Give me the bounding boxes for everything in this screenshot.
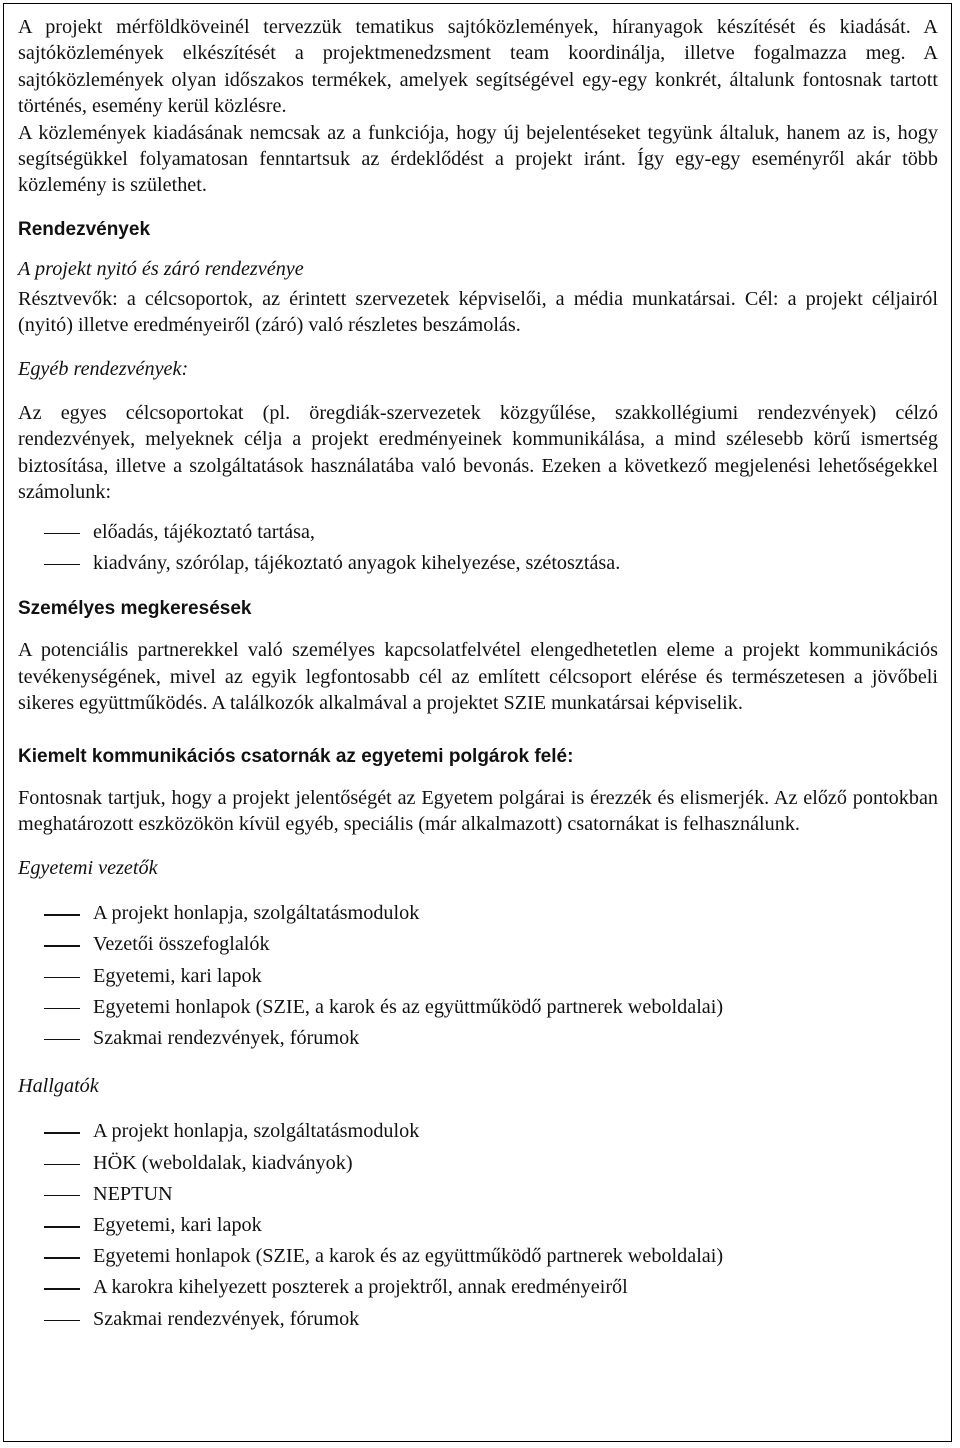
university-leaders-subheading: Egyetemi vezetők — [18, 856, 158, 879]
intro-paragraph-1: A projekt mérföldköveinél tervezzük tematikus sajtóközlemények, híranyagok készítését és kiadását. A sajtóközlemények elkészítését a projektmenedzsment team koordinálja, illetve fogalmazza meg. A sajtóközlemények olyan időszakos termékek, amelyek segítségével egy-egy konkrét, általunk fontosnak tartott történés, esemény kerül közlésre. — [18, 16, 938, 118]
list-item: Egyetemi honlapok (SZIE, a karok és az együttműködő partnerek weboldalai) — [93, 1245, 724, 1268]
list-item: Szakmai rendezvények, fórumok — [93, 1307, 360, 1330]
intro-paragraph-2: A közlemények kiadásának nemcsak az a funkciója, hogy új bejelentéseket tegyünk általuk, hanem az is, hogy segítségükkel folyamatosan fenntartsuk az érdeklődést a projekt iránt. Így egy-egy eseményről akár több közlemény is születhet. — [18, 121, 938, 197]
other-events-subheading: Egyéb rendezvények: — [18, 358, 189, 381]
opening-closing-event-subheading: A projekt nyitó és záró rendezvénye — [18, 258, 304, 281]
channels-paragraph: Fontosnak tartjuk, hogy a projekt jelentőségét az Egyetem polgárai is érezzék és elismerjék. Az előző pontokban meghatározott eszközökön kívül egyéb, speciális (már alkalmazott) csatornákat is felhasználunk. — [18, 786, 938, 836]
list-item: A karokra kihelyezett poszterek a projektről, annak eredményeiről — [93, 1276, 628, 1299]
document-page — [3, 3, 952, 1442]
list-item: kiadvány, szórólap, tájékoztató anyagok kihelyezése, szétosztása. — [93, 551, 621, 574]
events-paragraph-2: Az egyes célcsoportokat (pl. öregdiák-szervezetek közgyűlése, szakkollégiumi rendezvények) célzó rendezvények, melyeknek célja a projekt eredményeinek kommunikálása, a mind szélesebb körű ismertség biztosítása, illetve a szolgáltatások használatába való bevonás. Ezeken a következő megjelenési lehetőségekkel számolunk: — [18, 401, 938, 504]
list-item: Szakmai rendezvények, fórumok — [93, 1026, 360, 1049]
events-list — [18, 517, 938, 579]
list-item: Egyetemi, kari lapok — [93, 964, 262, 987]
list-item: HÖK (weboldalak, kiadványok) — [93, 1151, 353, 1174]
students-subheading: Hallgatók — [18, 1075, 99, 1098]
list-item: előadás, tájékoztató tartása, — [93, 520, 315, 543]
channels-heading: Kiemelt kommunikációs csatornák az egyetemi polgárok felé: — [18, 745, 574, 767]
students-list — [18, 1116, 938, 1334]
events-paragraph-1: Résztvevők: a célcsoportok, az érintett szervezetek képviselői, a média munkatársai. Cél: a projekt céljairól (nyitó) illetve eredményeiről (záró) való részletes beszámolás. — [18, 287, 938, 337]
list-item: Vezetői összefoglalók — [93, 933, 270, 956]
personal-paragraph: A potenciális partnerekkel való személyes kapcsolatfelvétel elengedhetetlen eleme a projekt kommunikációs tevékenységének, mivel az egyik legfontosabb cél az említett célcsoport elérése és természetesen a jövőbeli sikeres együttműködés. A találkozók alkalmával a projektet SZIE munkatársai képviselik. — [18, 639, 938, 715]
list-item: NEPTUN — [93, 1182, 173, 1205]
list-item: A projekt honlapja, szolgáltatásmodulok — [93, 1120, 420, 1143]
leaders-list — [18, 898, 938, 1054]
list-item: Egyetemi, kari lapok — [93, 1214, 262, 1237]
list-item: Egyetemi honlapok (SZIE, a karok és az együttműködő partnerek weboldalai) — [93, 995, 724, 1018]
personal-heading: Személyes megkeresések — [18, 597, 252, 619]
events-heading: Rendezvények — [18, 218, 151, 240]
list-item: A projekt honlapja, szolgáltatásmodulok — [93, 902, 420, 925]
